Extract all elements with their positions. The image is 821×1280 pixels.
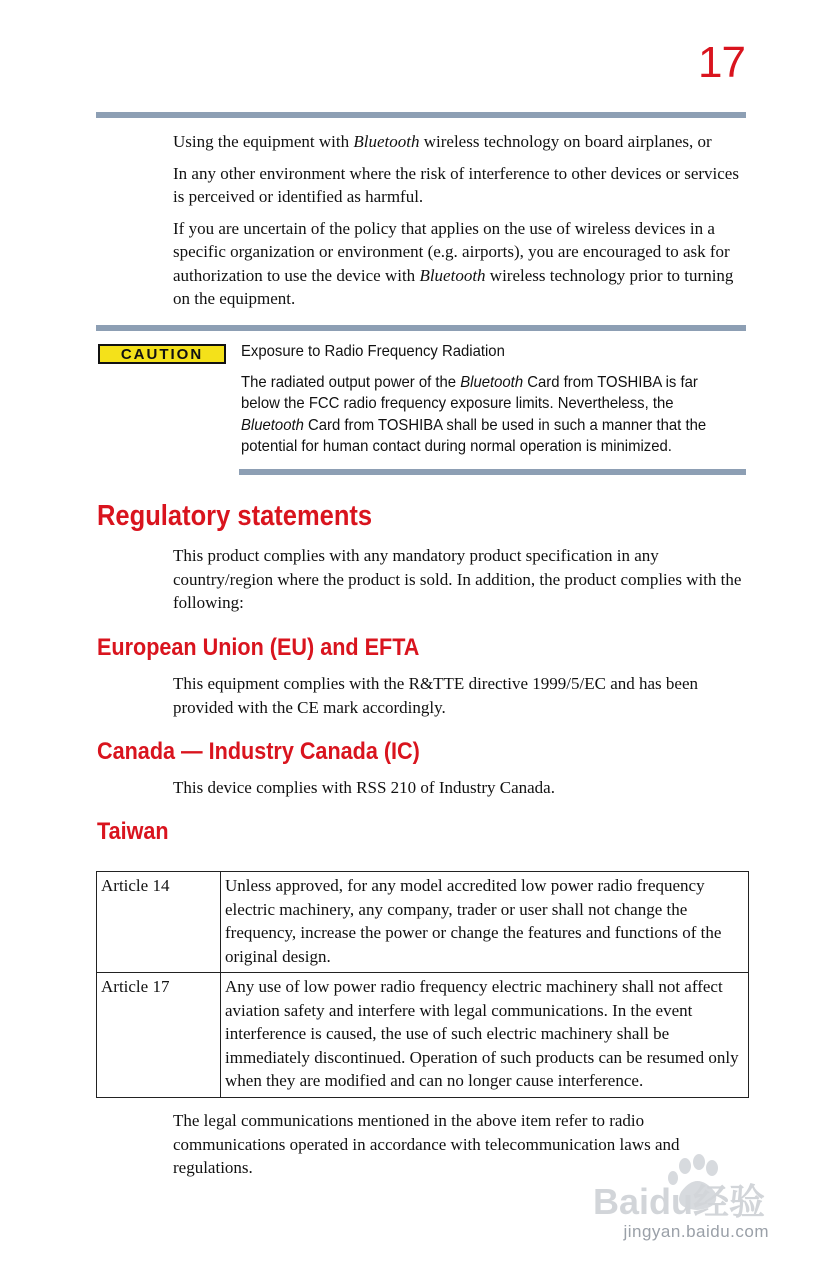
taiwan-footer-paragraph: The legal communications mentioned in the above item refer to radio communications operated in accordance with telecommunication laws and regulations. — [173, 1111, 680, 1177]
regulatory-text — [173, 544, 751, 623]
table-row — [97, 872, 749, 973]
page-number: 17 — [698, 38, 745, 87]
caution-bottom-rule — [239, 469, 746, 475]
taiwan-heading: Taiwan — [97, 818, 169, 845]
top-rule — [96, 112, 746, 118]
caution-note — [241, 341, 715, 468]
caution-body: The radiated output power of the Bluetooth Card from TOSHIBA is far below the FCC radio frequency exposure limits. Nevertheless, the Bluetooth Card from TOSHIBA shall be used in such a manner that the potential for human contact during normal operation is minimized. — [241, 373, 707, 455]
article-text-cell: Any use of low power radio frequency electric machinery shall not affect aviation safety and interfere with legal communications. In the event interference is caused, the use of such electric machinery shall be immediately discontinued. Operation of such products can be resumed only when they are modified and can no longer cause interference. — [221, 973, 749, 1098]
intro-paragraph-2: In any other environment where the risk of interference to other devices or services is perceived or identified as harmful. — [173, 163, 739, 206]
eu-text — [173, 672, 751, 727]
watermark-logo-text: Baidu经验 — [593, 1181, 766, 1222]
canada-text — [173, 776, 751, 808]
eu-paragraph: This equipment complies with the R&TTE directive 1999/5/EC and has been provided with the CE mark accordingly. — [173, 674, 698, 717]
caution-top-rule — [96, 325, 746, 331]
watermark-url: jingyan.baidu.com — [623, 1222, 769, 1241]
regulatory-heading: Regulatory statements — [97, 500, 373, 532]
article-text-cell: Unless approved, for any model accredited low power radio frequency electric machinery, any company, trader or user shall not change the frequency, increase the power or change the features and functions of the original design. — [221, 872, 749, 973]
eu-heading: European Union (EU) and EFTA — [97, 634, 420, 661]
article-cell: Article 17 — [97, 973, 221, 1098]
canada-paragraph: This device complies with RSS 210 of Industry Canada. — [173, 778, 555, 797]
intro-section — [173, 130, 751, 319]
caution-badge: CAUTION — [98, 344, 226, 364]
intro-paragraph-1: Using the equipment with Bluetooth wireless technology on board airplanes, or — [173, 132, 712, 151]
intro-paragraph-3: If you are uncertain of the policy that applies on the use of wireless devices in a specific organization or environment (e.g. airports), you are encouraged to ask for authorization to use the device with Bluetooth wireless technology prior to turning on the equipment. — [173, 218, 734, 308]
caution-title: Exposure to Radio Frequency Radiation — [241, 343, 505, 360]
regulatory-paragraph: This product complies with any mandatory product specification in any country/region where the product is sold. In addition, the product complies with the following: — [173, 546, 742, 612]
taiwan-table — [96, 871, 749, 1098]
table-row — [97, 973, 749, 1098]
article-cell: Article 14 — [97, 872, 221, 973]
canada-heading: Canada — Industry Canada (IC) — [97, 738, 420, 765]
